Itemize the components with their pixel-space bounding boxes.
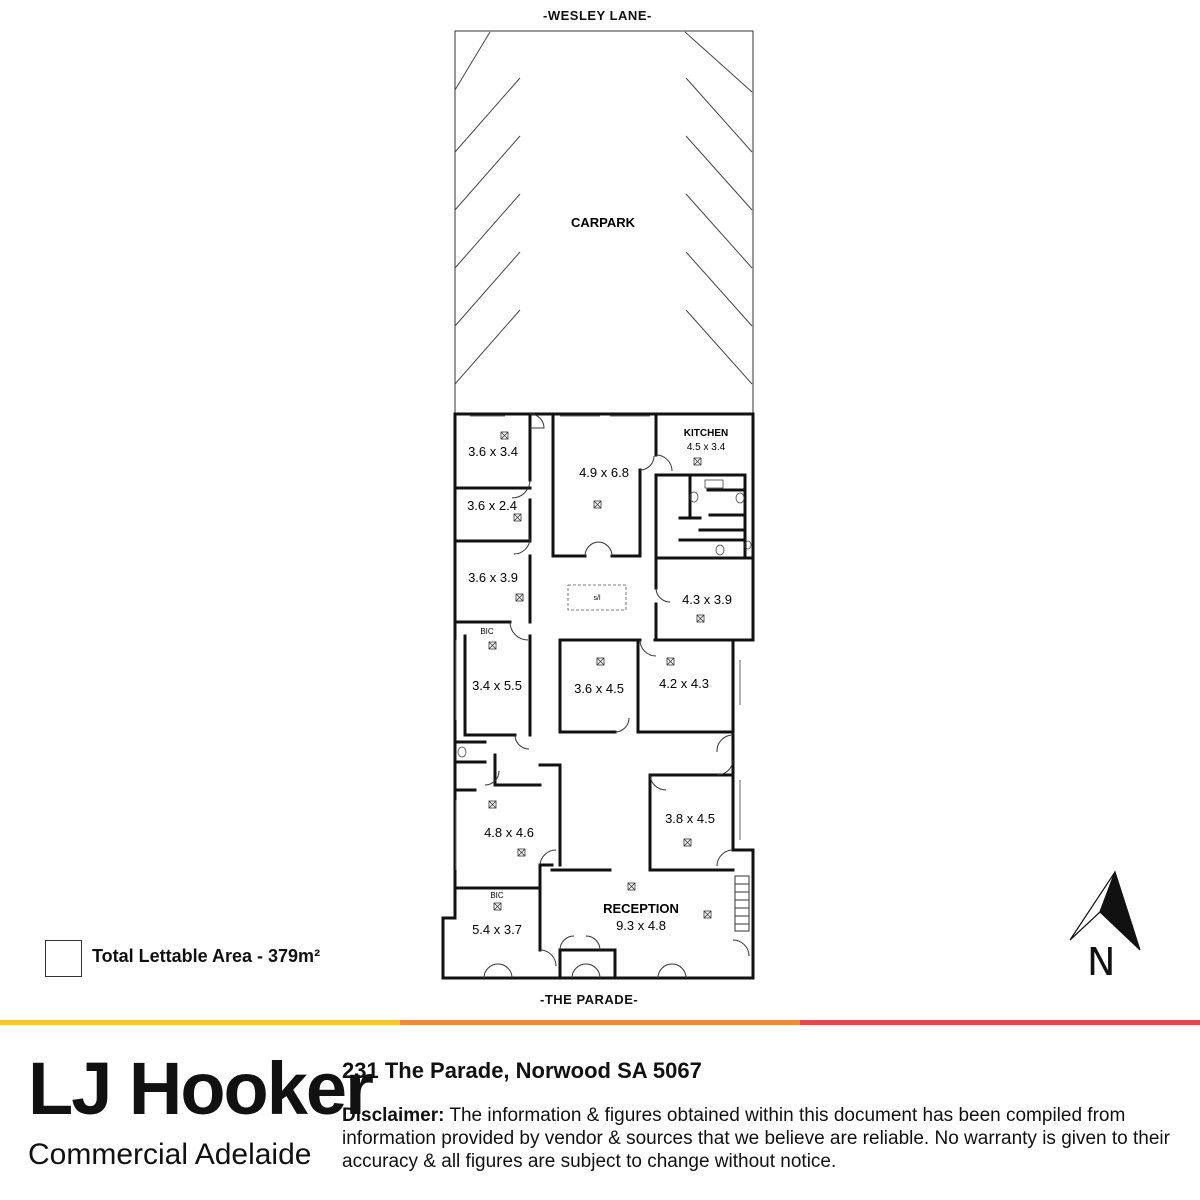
room-label: 3.6 x 3.4 [468, 444, 518, 459]
door-swings [484, 414, 749, 978]
room-label: 4.3 x 3.9 [682, 592, 732, 607]
street-label-north: -WESLEY LANE- [543, 8, 652, 23]
kitchen-dims: 4.5 x 3.4 [686, 442, 726, 453]
bic-label: BIC [480, 627, 494, 636]
reception-label: RECEPTION [603, 901, 679, 916]
brand-stripe-red [800, 1020, 1200, 1025]
disclaimer-label: Disclaimer: [342, 1105, 445, 1126]
amenity-fixtures [458, 480, 751, 757]
property-address: 231 The Parade, Norwood SA 5067 [342, 1058, 702, 1083]
kitchen-label: KITCHEN [683, 428, 729, 439]
bic-label: BIC [490, 891, 504, 900]
room-label: 3.8 x 4.5 [665, 811, 715, 826]
room-label: 3.6 x 4.5 [574, 681, 624, 696]
legend-swatch [45, 940, 82, 977]
disclaimer [342, 1104, 1172, 1173]
brand-stripe-orange [400, 1020, 800, 1025]
carpark-label: CARPARK [570, 215, 636, 230]
reception-dims: 9.3 x 4.8 [616, 918, 666, 933]
brand-division: Commercial Adelaide [28, 1138, 312, 1171]
brand-stripe-yellow [0, 1020, 400, 1025]
room-labels [467, 428, 732, 937]
power-point-symbols [489, 432, 711, 918]
room-label: 3.6 x 3.9 [468, 570, 518, 585]
windows [456, 416, 740, 870]
carpark-bay-lines [455, 32, 752, 384]
room-label: 4.9 x 6.8 [579, 465, 629, 480]
brand-logo-name: LJ Hooker [28, 1047, 372, 1130]
legend-total-area: Total Lettable Area - 379m² [92, 946, 321, 966]
room-label: 3.4 x 5.5 [472, 678, 522, 693]
room-label: 4.2 x 4.3 [659, 676, 709, 691]
compass-north-label: N [1087, 940, 1116, 984]
skylight-label: s/l [593, 595, 601, 602]
north-arrow [1070, 872, 1140, 950]
room-label: 3.6 x 2.4 [467, 498, 517, 513]
stairs [735, 876, 749, 931]
room-label: 4.8 x 4.6 [484, 825, 534, 840]
disclaimer-text: The information & figures obtained within this document has been compiled from information provided by vendor & sources that we believe are reliable. No warranty is given to their accuracy & all figures are subject to change without notice. [342, 1105, 1170, 1172]
street-label-south: -THE PARADE- [540, 992, 639, 1007]
room-label: 5.4 x 3.7 [472, 922, 522, 937]
